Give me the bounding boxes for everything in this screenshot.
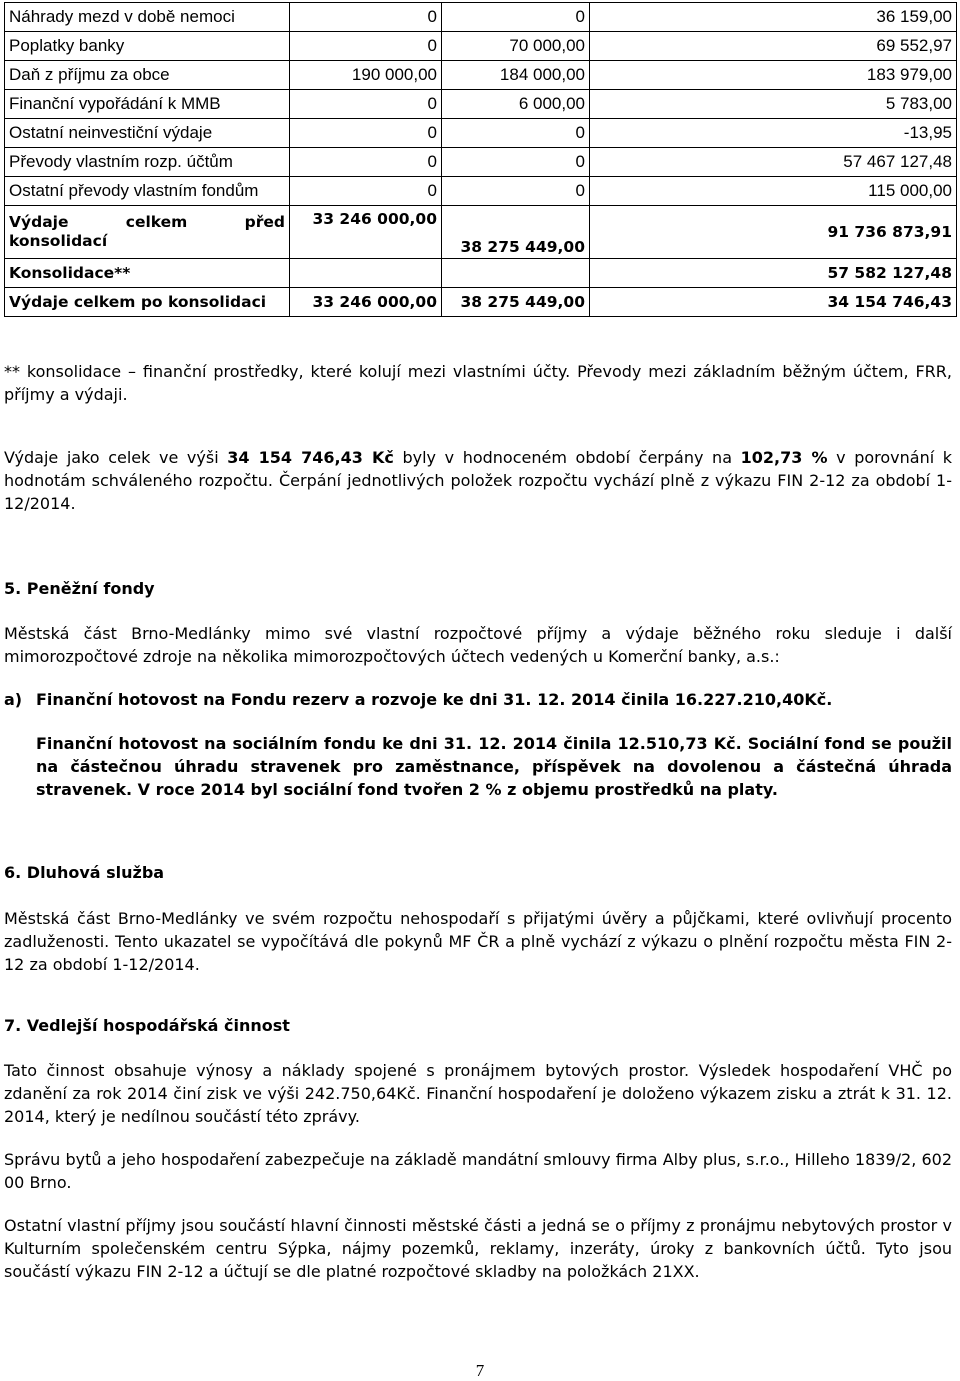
- section-5-intro: Městská část Brno-Medlánky mimo své vlastní rozpočtové příjmy a výdaje běžného roku sleduje i další mimorozpočtové zdroje na několika mimorozpočtových účtech vedených u Komerční banky, a.s.:: [4, 624, 952, 666]
- row-value-2: 38 275 449,00: [442, 206, 590, 259]
- row-value-1: 0: [290, 119, 442, 148]
- summary-amount: 34 154 746,43 Kč: [227, 448, 394, 467]
- row-value-2: 184 000,00: [442, 61, 590, 90]
- row-value-2: 70 000,00: [442, 32, 590, 61]
- section-7-heading: 7. Vedlejší hospodářská činnost: [4, 1016, 290, 1035]
- table-row: [5, 32, 957, 61]
- row-name-line: konsolidací: [9, 232, 108, 250]
- total-after-consolidation-row: [5, 288, 957, 317]
- summary-percent: 102,73 %: [740, 448, 828, 467]
- row-value-3: 91 736 873,91: [590, 206, 957, 259]
- row-value-3: 36 159,00: [590, 3, 957, 32]
- row-name: Finanční vypořádání k MMB: [5, 90, 290, 119]
- row-value-3: 183 979,00: [590, 61, 957, 90]
- row-value-2: 0: [442, 177, 590, 206]
- row-value-1: 190 000,00: [290, 61, 442, 90]
- row-name: Konsolidace**: [5, 259, 290, 288]
- summary-text: byly v hodnoceném období čerpány na: [393, 448, 741, 467]
- table-row: [5, 3, 957, 32]
- row-value-2: 0: [442, 119, 590, 148]
- row-value-3: 5 783,00: [590, 90, 957, 119]
- section-6-text: Městská část Brno-Medlánky ve svém rozpočtu nehospodaří s přijatými úvěry a půjčkami, které ovlivňují procento zadluženosti. Tento ukazatel se vypočítává dle pokynů MF ČR a plně vychází z výkazu o plnění rozpočtu města FIN 2-12 za období 1-12/2014.: [4, 909, 952, 974]
- summary-text: Výdaje jako celek ve výši: [4, 448, 228, 467]
- row-name-word: před: [244, 213, 285, 231]
- item-label: [4, 732, 36, 755]
- section-5-heading: 5. Peněžní fondy: [4, 579, 155, 598]
- row-value-2: 38 275 449,00: [442, 288, 590, 317]
- row-name-word: celkem: [125, 213, 188, 231]
- row-value-2: 0: [442, 148, 590, 177]
- table-row: [5, 61, 957, 90]
- table-row: [5, 148, 957, 177]
- row-name: Výdaje celkem po konsolidaci: [5, 288, 290, 317]
- total-before-consolidation-row: [5, 206, 957, 259]
- section-7-paragraph-2: Správu bytů a jeho hospodaření zabezpečuje na základě mandátní smlouvy firma Alby plus, s.r.o., Hilleho 1839/2, 602 00 Brno.: [4, 1150, 952, 1192]
- item-text: Finanční hotovost na Fondu rezerv a rozvoje ke dni 31. 12. 2014 činila 16.227.210,40Kč.: [36, 690, 833, 709]
- table-row: [5, 177, 957, 206]
- row-value-2: [442, 259, 590, 288]
- consolidation-row: [5, 259, 957, 288]
- item-text: Finanční hotovost na sociálním fondu ke dni 31. 12. 2014 činila 12.510,73 Kč. Sociální fond se použil na částečnou úhradu stravenek pro zaměstnance, příspěvek na dovolenou a částečná úhrada stravenek. V roce 2014 byl sociální fond tvořen 2 % z objemu prostředků na platy.: [36, 734, 952, 799]
- section-7-paragraph-1: Tato činnost obsahuje výnosy a náklady spojené s pronájmem bytových prostor. Výsledek hospodaření VHČ po zdanění za rok 2014 činí zisk ve výši 242.750,64Kč. Finanční hospodaření je doloženo výkazem zisku a ztrát k 31. 12. 2014, který je nedílnou součástí této zprávy.: [4, 1061, 952, 1126]
- section-7-paragraph-3: Ostatní vlastní příjmy jsou součástí hlavní činnosti městské části a jedná se o příjmy z pronájmu nebytových prostor v Kulturním společenském centru Sýpka, nájmy pozemků, reklamy, inzeráty, úroky z bankovních účtů. Tyto jsou součástí výkazu FIN 2-12 a účtují se dle platné rozpočtové skladby na položkách 21XX.: [4, 1216, 952, 1281]
- fund-item-b: [4, 732, 952, 801]
- row-value-1: 33 246 000,00: [290, 288, 442, 317]
- row-value-1: 0: [290, 32, 442, 61]
- table-row: [5, 119, 957, 148]
- row-value-1: 0: [290, 3, 442, 32]
- row-name: Náhrady mezd v době nemoci: [5, 3, 290, 32]
- row-value-1: [290, 259, 442, 288]
- row-value-2: 0: [442, 3, 590, 32]
- row-name-word: Výdaje: [9, 213, 69, 231]
- row-value-3: 57 582 127,48: [590, 259, 957, 288]
- section-6-heading: 6. Dluhová služba: [4, 863, 165, 882]
- row-value-1: 33 246 000,00: [290, 206, 442, 259]
- page-number: 7: [475, 1361, 485, 1380]
- summary-text: v porovnání k hodnotám schváleného rozpočtu. Čerpání jednotlivých položek rozpočtu vychází plně z výkazu FIN 2-12 za období 1-12/2014.: [4, 448, 953, 513]
- row-name: [5, 206, 290, 259]
- row-value-1: 0: [290, 148, 442, 177]
- table-row: [5, 90, 957, 119]
- row-name: Ostatní neinvestiční výdaje: [5, 119, 290, 148]
- consolidation-note: ** konsolidace – finanční prostředky, které kolují mezi vlastními účty. Převody mezi základním běžným účtem, FRR, příjmy a výdaji.: [4, 362, 952, 404]
- row-name: Ostatní převody vlastním fondům: [5, 177, 290, 206]
- row-value-3: 115 000,00: [590, 177, 957, 206]
- document-page: [4, 2, 954, 317]
- fund-item-a: [4, 688, 952, 711]
- row-name: Převody vlastním rozp. účtům: [5, 148, 290, 177]
- row-name: Poplatky banky: [5, 32, 290, 61]
- row-value-3: -13,95: [590, 119, 957, 148]
- expenditure-table: [4, 2, 957, 317]
- row-value-3: 69 552,97: [590, 32, 957, 61]
- summary-paragraph: [4, 446, 952, 515]
- item-label: a): [4, 690, 23, 709]
- row-name: Daň z příjmu za obce: [5, 61, 290, 90]
- row-value-3: 34 154 746,43: [590, 288, 957, 317]
- row-value-1: 0: [290, 177, 442, 206]
- row-value-1: 0: [290, 90, 442, 119]
- row-value-2: 6 000,00: [442, 90, 590, 119]
- row-value-3: 57 467 127,48: [590, 148, 957, 177]
